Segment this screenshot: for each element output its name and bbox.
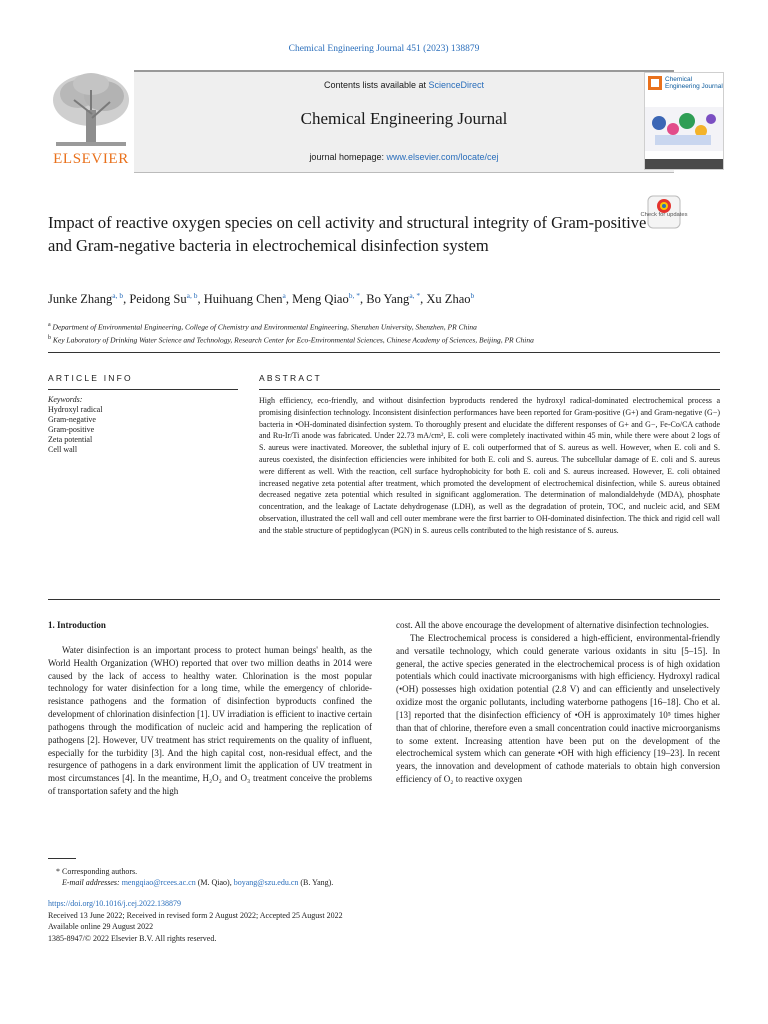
keyword-list <box>48 405 238 455</box>
footnotes <box>48 866 448 888</box>
journal-masthead <box>134 70 674 173</box>
section-heading-introduction: 1. Introduction <box>48 620 106 630</box>
affiliations <box>48 320 728 345</box>
keywords-heading: Keywords: <box>48 395 83 404</box>
author-name[interactable]: Junke Zhang <box>48 292 113 307</box>
homepage-link[interactable]: www.elsevier.com/locate/cej <box>386 152 499 162</box>
publication-info <box>48 898 548 944</box>
homepage-prefix: journal homepage: <box>309 152 387 162</box>
column2-paragraphs <box>396 632 720 786</box>
keyword-item: Zeta potential <box>48 435 93 444</box>
author-name[interactable]: Peidong Su <box>129 292 187 307</box>
email-link-yang[interactable]: boyang@szu.edu.cn <box>233 878 299 888</box>
doi-link[interactable]: https://doi.org/10.1016/j.cej.2022.138879 <box>48 899 181 908</box>
affiliation-line <box>48 333 728 346</box>
journal-cover-thumbnail[interactable] <box>644 72 724 170</box>
affiliation-line <box>48 320 728 333</box>
body-column-right <box>396 619 720 786</box>
corresponding-authors-note: * Corresponding authors. <box>56 867 138 876</box>
copyright-line: 1385-8947/© 2022 Elsevier B.V. All rights reserved. <box>48 933 217 943</box>
received-dates: Received 13 June 2022; Received in revised form 2 August 2022; Accepted 25 August 2022 <box>48 910 343 920</box>
paragraph-continuation: cost. All the above encourage the development of alternative disinfection technologies. <box>396 620 709 630</box>
body-paragraph: The Electrochemical process is considered a high-efficient, environmental-friendly and versatile technology, which could generate various oxidants in situ [5–15]. In general, the active species generated in the electrochemical process is of high oxidation potentials which could inactivate microorganisms with high efficiency. Hydroxyl radical (•OH) possesses high oxidation potential (2.8 V) and can efficiently and unselectively oxidize most the organic pollutants, including waterborne pathogens [16–18]. Cho et al. [13] reported that the disinfection efficiency of •OH is approximately 10⁵ times higher than that of chlorine, therefore even a small concentration could inactive microorganisms to some extent. Increasing attention have been put on the development of the electrochemical system which can generate •OH with high efficiency [19–23]. In recent years, the innovation and development of cathode materials to obtain high conversion efficiency of O₂ to reactive oxygen <box>396 632 720 785</box>
elsevier-logo[interactable] <box>48 70 134 170</box>
header-divider <box>48 352 720 353</box>
author-affiliation-marker[interactable]: a <box>282 291 286 300</box>
body-column-left <box>48 619 372 798</box>
keyword-item: Gram-negative <box>48 415 96 424</box>
email-label: E-mail addresses: <box>62 878 120 888</box>
journal-title: Chemical Engineering Journal <box>300 109 508 128</box>
cover-title: Chemical Engineering Journal <box>665 76 723 90</box>
author-affiliation-marker[interactable]: b, * <box>348 291 360 300</box>
abstract-bottom-rule <box>48 599 720 600</box>
author-affiliation-marker[interactable]: b <box>470 291 475 300</box>
affiliation-label: a <box>48 322 51 328</box>
affiliation-text: Key Laboratory of Drinking Water Science and Technology, Research Center for Eco-Environmental Sciences, Chinese Academy of Sciences, Beijing, PR China <box>52 335 534 344</box>
journal-header <box>48 70 722 170</box>
author-list <box>48 291 474 307</box>
author-name[interactable]: Bo Yang <box>366 292 410 307</box>
author-affiliation-marker[interactable]: a, * <box>409 291 421 300</box>
author-separator: , <box>359 292 367 307</box>
author-affiliation-marker[interactable]: a, b <box>186 291 198 300</box>
available-online-date: Available online 29 August 2022 <box>48 922 154 932</box>
journal-citation[interactable]: Chemical Engineering Journal 451 (2023) 138879 <box>288 44 480 54</box>
contents-prefix: Contents lists available at <box>323 80 429 90</box>
article-info-heading: ARTICLE INFO <box>48 373 133 383</box>
check-for-updates-label[interactable]: Check for updates <box>640 212 688 218</box>
homepage-line <box>134 152 674 162</box>
author-separator: , <box>123 292 130 307</box>
affiliation-text: Department of Environmental Engineering, College of Chemistry and Environmental Engineering, Shenzhen University, Shenzhen, PR China <box>52 322 477 332</box>
elsevier-wordmark: ELSEVIER <box>53 151 129 167</box>
body-paragraph: Water disinfection is an important process to protect human beings' health, as the World Health Organization (WHO) reported that over two million deaths in 2014 were caused by the lack of access to healthy water. Chlorination is the most popular technology for water disinfection for a long time, while the emergency of chloride-resistance pathogens and the formation of disinfection byproducts confined the development of chlorination disinfection [1]. UV irradiation is efficient to inactive certain pathogens through the modification of nucleic acid and hampering the replication of pathogens [2]. However, UV treatment has strict requirements on the quality of influent, especially for the turbidity [3]. And the high capital cost, non-residual effect, and the resurgence of pathogens in a dark environment limit the application of UV treatment in most circumstances [4]. In the meantime, H₂O₂ and O₃ treatment conceive the problems of transportation safety and the high <box>48 644 372 797</box>
keyword-item: Hydroxyl radical <box>48 405 103 414</box>
keyword-item: Gram-positive <box>48 425 95 434</box>
author-affiliation-marker[interactable]: a, b <box>112 291 124 300</box>
author-name[interactable]: Meng Qiao <box>292 292 349 307</box>
column1-paragraphs <box>48 644 372 798</box>
abstract-rule <box>259 389 720 390</box>
author-separator: , <box>420 292 427 307</box>
elsevier-tree-icon <box>48 70 134 150</box>
author-separator: , <box>285 292 293 307</box>
author-separator: , <box>197 292 204 307</box>
keyword-item: Cell wall <box>48 445 78 454</box>
abstract-heading: ABSTRACT <box>259 373 322 383</box>
contents-line <box>134 80 674 90</box>
footnote-divider <box>48 858 76 859</box>
keywords-block <box>48 395 238 455</box>
email-addresses <box>48 877 448 888</box>
article-title: Impact of reactive oxygen species on cell activity and structural integrity of Gram-positive and Gram-negative bacteria in electrochemical disinfection system <box>48 213 647 255</box>
email-link-qiao[interactable]: mengqiao@rcees.ac.cn <box>121 878 196 888</box>
sciencedirect-link[interactable]: ScienceDirect <box>428 80 485 90</box>
abstract-text: High efficiency, eco-friendly, and without disinfection byproducts rendered the hydroxyl radical-dominated electrochemical process a promising disinfection technology. Inconsistent disinfection performances have been reported for Gram-positive (G+) and Gram-negative (G−) bacteria in •OH-dominated disinfection system. To thoroughly present and elucidate the different responses of G+ and G−, Fe-Co/CA cathode and Ru-Ir/Ti anode was fabricated. Under 22.73 mA/cm², E. coli were completely inactivated within 45 min, while there were about 2 logs of S. aureus were inactivated. Moreover, the sublethal injury of E. coli outperformed that of S. aureus as well. However, when E. coli and S. aureus coexisted, the disinfection efficiencies were inhibited for both E. coli and S. aureus. The subcellular damage of E. coli and S. aureus were different as well. With the reaction, cell surface hydrophobicity for both E. coli and S. aureus increased. However, E. coli obtained increased negative zeta potential after treatment, which promoted the development of electrochemical disinfection, while S. aureus obtained decreased negative zeta potential which resulted in significant agglomeration. The determination of malondialdehyde (MDA), phosphate concentration, and the leakage of Lactate dehydrogenase (LDH), as well as the degradation of protein, TOC, and nucleic acid, and SEM observation, illustrated the cell wall and cell outer membrane were the first barrier to OH-dominated disinfection. The thick and rigid cell wall and the stable structure of peptidoglycan (PGN) in S. aureus cells contributed to the high resistance of S. aureus. <box>259 396 720 535</box>
email-owner-yang: (B. Yang). <box>298 878 334 888</box>
affiliation-label: b <box>48 334 51 341</box>
author-name[interactable]: Huihuang Chen <box>203 292 283 307</box>
article-info-rule <box>48 389 238 390</box>
email-owner-qiao: (M. Qiao), <box>195 878 234 888</box>
author-name[interactable]: Xu Zhao <box>426 292 471 307</box>
